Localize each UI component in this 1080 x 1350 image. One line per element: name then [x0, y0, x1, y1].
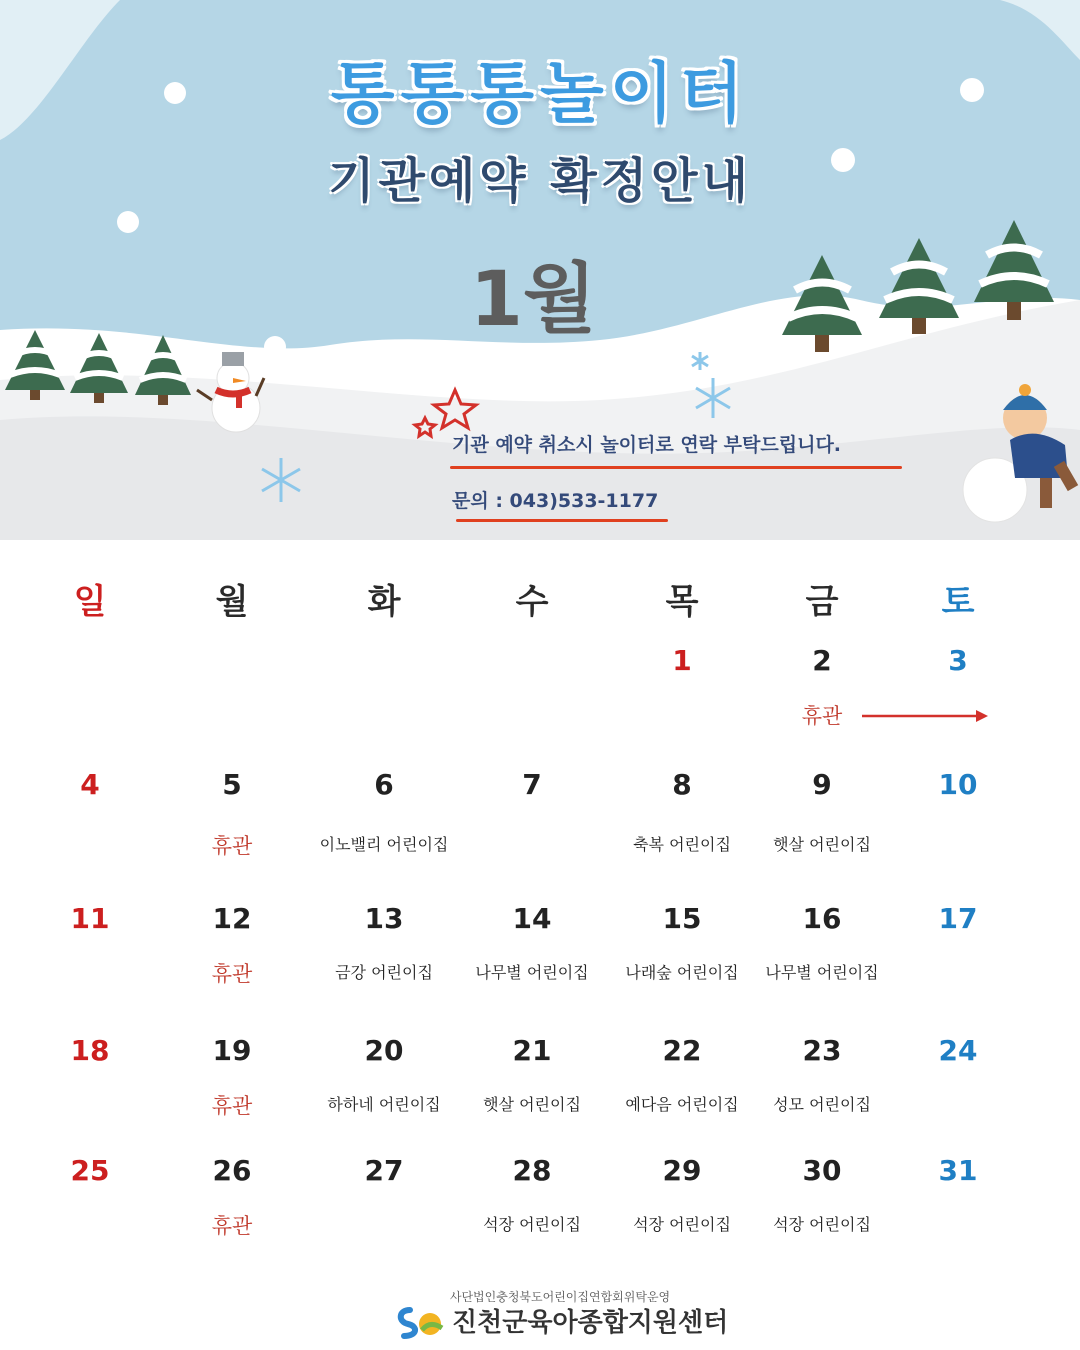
closed-label: 휴관 — [801, 704, 843, 728]
contact-notice: 문의 : 043)533-1177 — [452, 490, 659, 512]
calendar-day-number: 24 — [938, 1034, 978, 1067]
calendar-day-number: 21 — [512, 1034, 552, 1067]
calendar-day-number: 6 — [374, 768, 394, 801]
notice-underline — [450, 466, 902, 469]
calendar-day-number: 9 — [812, 768, 832, 801]
reservation-label: 석장 어린이집 — [773, 1215, 871, 1234]
month-label: 1월 — [470, 254, 597, 343]
calendar-day-number: 8 — [672, 768, 692, 801]
calendar-day-number: 26 — [212, 1154, 252, 1187]
cancel-notice: 기관 예약 취소시 놀이터로 연락 부탁드립니다. — [452, 434, 842, 456]
reservation-label: 석장 어린이집 — [633, 1215, 731, 1234]
page-title: 통통통놀이터 — [330, 55, 750, 132]
calendar-day-number: 30 — [802, 1154, 842, 1187]
weekday-tue: 화 — [367, 582, 401, 622]
closed-label: 휴관 — [211, 962, 253, 986]
reservation-label: 햇살 어린이집 — [483, 1095, 581, 1114]
calendar-day-number: 18 — [70, 1034, 110, 1067]
closed-label: 휴관 — [211, 1094, 253, 1118]
contact-underline — [456, 519, 668, 522]
center-logo-icon — [392, 1300, 450, 1340]
calendar-day-number: 29 — [662, 1154, 702, 1187]
calendar-day-number: 13 — [364, 902, 404, 935]
closure-arrow-icon — [860, 706, 990, 726]
calendar-day-number: 28 — [512, 1154, 552, 1187]
calendar-day-number: 4 — [80, 768, 100, 801]
calendar-day-number: 10 — [938, 768, 978, 801]
calendar-day-number: 3 — [948, 644, 968, 677]
calendar-day-number: 2 — [812, 644, 832, 677]
reservation-label: 금강 어린이집 — [335, 963, 433, 982]
calendar-day-number: 16 — [802, 902, 842, 935]
calendar-day-number: 31 — [938, 1154, 978, 1187]
weekday-sat: 토 — [941, 582, 975, 622]
page-subtitle: 기관예약 확정안내 — [328, 153, 752, 209]
calendar-day-number: 20 — [364, 1034, 404, 1067]
reservation-label: 석장 어린이집 — [483, 1215, 581, 1234]
weekday-mon: 월 — [215, 582, 249, 622]
reservation-label: 나무별 어린이집 — [475, 963, 589, 982]
calendar-day-number: 7 — [522, 768, 542, 801]
reservation-label: 성모 어린이집 — [773, 1095, 871, 1114]
calendar-day-number: 12 — [212, 902, 252, 935]
calendar-day-number: 25 — [70, 1154, 110, 1187]
calendar-day-number: 11 — [70, 902, 110, 935]
reservation-label: 나래숲 어린이집 — [625, 963, 739, 982]
footer-operator: 사단법인충청북도어린이집연합회위탁운영 — [449, 1290, 671, 1304]
pine-tree-icon — [5, 330, 65, 400]
reservation-label: 이노밸리 어린이집 — [319, 835, 449, 854]
calendar-day-number: 23 — [802, 1034, 842, 1067]
footer-center-name: 진천군육아종합지원센터 — [452, 1308, 729, 1338]
reservation-label: 나무별 어린이집 — [765, 963, 879, 982]
weekday-fri: 금 — [805, 582, 839, 622]
weekday-sun: 일 — [73, 582, 107, 622]
calendar-day-number: 15 — [662, 902, 702, 935]
weekday-wed: 수 — [515, 582, 549, 622]
calendar-day-number: 22 — [662, 1034, 702, 1067]
reservation-label: 햇살 어린이집 — [773, 835, 871, 854]
reservation-label: 예다음 어린이집 — [625, 1095, 739, 1114]
weekday-thu: 목 — [665, 582, 699, 622]
calendar-day-number: 1 — [672, 644, 692, 677]
closed-label: 휴관 — [211, 1214, 253, 1238]
calendar-day-number: 14 — [512, 902, 552, 935]
closed-label: 휴관 — [211, 834, 253, 858]
reservation-label: 축복 어린이집 — [633, 835, 731, 854]
calendar-day-number: 19 — [212, 1034, 252, 1067]
calendar-day-number: 17 — [938, 902, 978, 935]
calendar-day-number: 27 — [364, 1154, 404, 1187]
reservation-label: 하하네 어린이집 — [327, 1095, 441, 1114]
calendar-day-number: 5 — [222, 768, 242, 801]
